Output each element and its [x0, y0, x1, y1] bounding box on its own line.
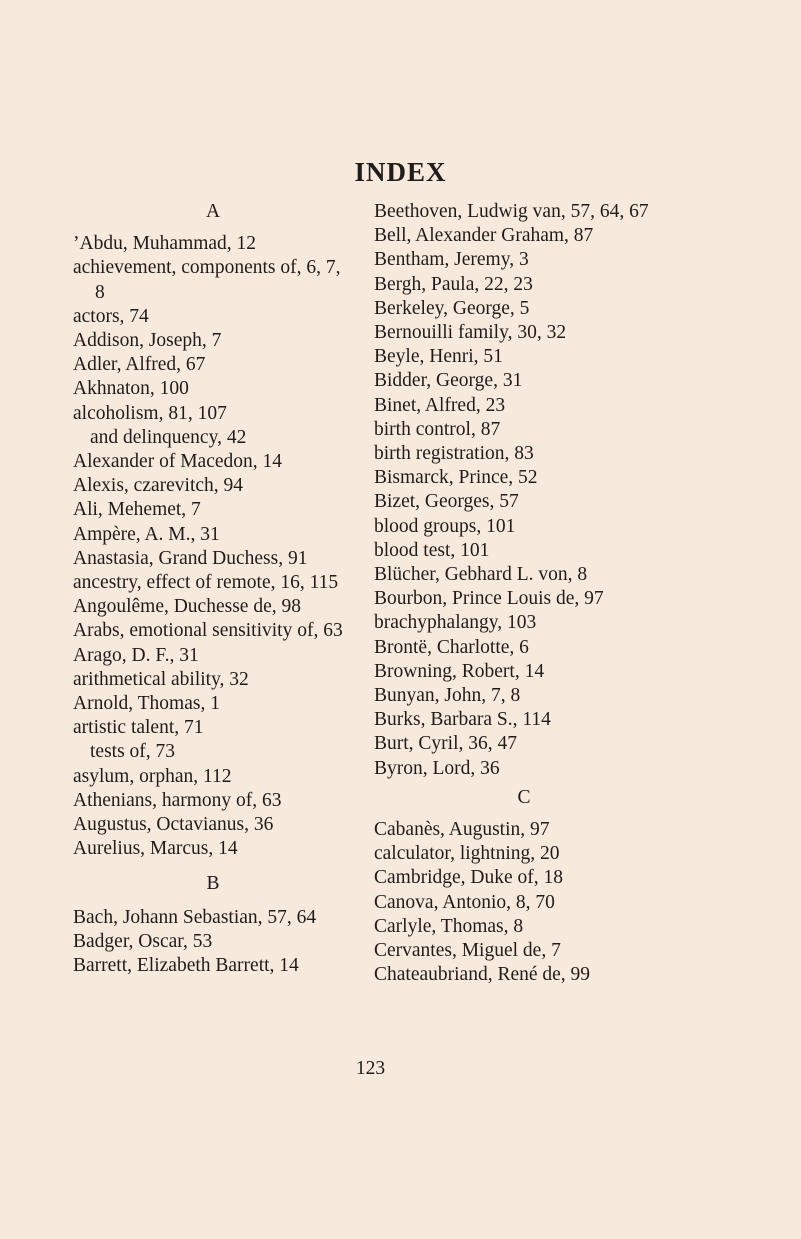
index-entry: Akhnaton, 100 [73, 378, 189, 400]
index-entry: Ampère, A. M., 31 [73, 523, 220, 545]
index-entry: Bourbon, Prince Louis de, 97 [374, 588, 604, 610]
index-entry: Bergh, Paula, 22, 23 [374, 273, 533, 295]
index-entry: Addison, Joseph, 7 [73, 330, 222, 352]
index-entry: Blücher, Gebhard L. von, 8 [374, 564, 588, 586]
index-entry: Arnold, Thomas, 1 [73, 693, 220, 715]
index-entry: brachyphalangy, 103 [374, 612, 537, 634]
index-entry: Angoulême, Duchesse de, 98 [73, 596, 301, 618]
page-title: INDEX [354, 157, 447, 187]
index-entry: ’Abdu, Muhammad, 12 [73, 233, 257, 255]
section-letter-a: A [205, 201, 221, 222]
index-entry: Ali, Mehemet, 7 [73, 499, 201, 521]
index-entry: blood test, 101 [374, 539, 490, 561]
index-entry: Alexis, czarevitch, 94 [73, 475, 244, 497]
index-entry: calculator, lightning, 20 [374, 843, 560, 865]
index-entry: ancestry, effect of remote, 16, 115 [73, 572, 339, 594]
index-entry: Barrett, Elizabeth Barrett, 14 [73, 955, 299, 977]
index-column-right [374, 200, 674, 988]
index-subentry: and delinquency, 42 [90, 426, 247, 448]
index-entry: asylum, orphan, 112 [73, 765, 232, 787]
index-entry: Bismarck, Prince, 52 [374, 467, 538, 489]
index-subentry: tests of, 73 [90, 741, 176, 763]
page-number: 123 [355, 1058, 386, 1079]
index-entry: Bach, Johann Sebastian, 57, 64 [73, 906, 317, 928]
index-entry: Alexander of Macedon, 14 [73, 451, 283, 473]
index-entry: Bernouilli family, 30, 32 [374, 322, 567, 344]
index-entry: alcoholism, 81, 107 [73, 402, 227, 424]
index-entry: Cambridge, Duke of, 18 [374, 867, 564, 889]
index-entry: Browning, Robert, 14 [374, 660, 545, 682]
index-entry: Bentham, Jeremy, 3 [374, 249, 529, 271]
index-entry: Augustus, Octavianus, 36 [73, 814, 274, 836]
index-entry: Binet, Alfred, 23 [374, 394, 506, 416]
index-entry: Bizet, Georges, 57 [374, 491, 519, 513]
index-entry: Cabanès, Augustin, 97 [374, 819, 550, 841]
index-entry: Arabs, emotional sensitivity of, 63 [73, 620, 343, 642]
section-letter-c: C [517, 786, 531, 808]
index-entry: Brontë, Charlotte, 6 [374, 636, 529, 658]
index-entry: Athenians, harmony of, 63 [73, 789, 282, 811]
index-entry: Adler, Alfred, 67 [73, 354, 206, 376]
index-entry: Beethoven, Ludwig van, 57, 64, 67 [374, 201, 649, 222]
index-entry: Cervantes, Miguel de, 7 [374, 940, 561, 962]
index-entry: Byron, Lord, 36 [374, 757, 500, 779]
index-entry: arithmetical ability, 32 [73, 668, 249, 690]
index-entry: Bidder, George, 31 [374, 370, 523, 392]
index-entry: Burks, Barbara S., 114 [374, 709, 551, 731]
index-entry: artistic talent, 71 [73, 717, 204, 739]
index-entry: Bell, Alexander Graham, 87 [374, 225, 594, 247]
index-entry-text: achievement, components of, 6, 7, 8 [73, 257, 341, 303]
index-entry: Canova, Antonio, 8, 70 [374, 891, 555, 913]
index-entry: Beyle, Henri, 51 [374, 346, 503, 368]
index-entry: Carlyle, Thomas, 8 [374, 915, 524, 937]
index-column-left [73, 200, 353, 978]
index-entry: Arago, D. F., 31 [73, 644, 199, 666]
index-entry: Burt, Cyril, 36, 47 [374, 733, 518, 755]
index-entry: blood groups, 101 [374, 515, 516, 537]
index-entry: Badger, Oscar, 53 [73, 930, 213, 952]
index-entry: Bunyan, John, 7, 8 [374, 685, 521, 707]
index-entry: actors, 74 [73, 305, 149, 327]
index-entry: birth registration, 83 [374, 443, 534, 465]
index-entry: Aurelius, Marcus, 14 [73, 838, 238, 860]
section-letter-b: B [206, 873, 220, 895]
index-entry: Anastasia, Grand Duchess, 91 [73, 547, 308, 569]
index-entry: Berkeley, George, 5 [374, 297, 530, 319]
index-entry: Chateaubriand, René de, 99 [374, 964, 591, 986]
index-entry [73, 256, 353, 304]
index-entry: birth control, 87 [374, 418, 501, 440]
